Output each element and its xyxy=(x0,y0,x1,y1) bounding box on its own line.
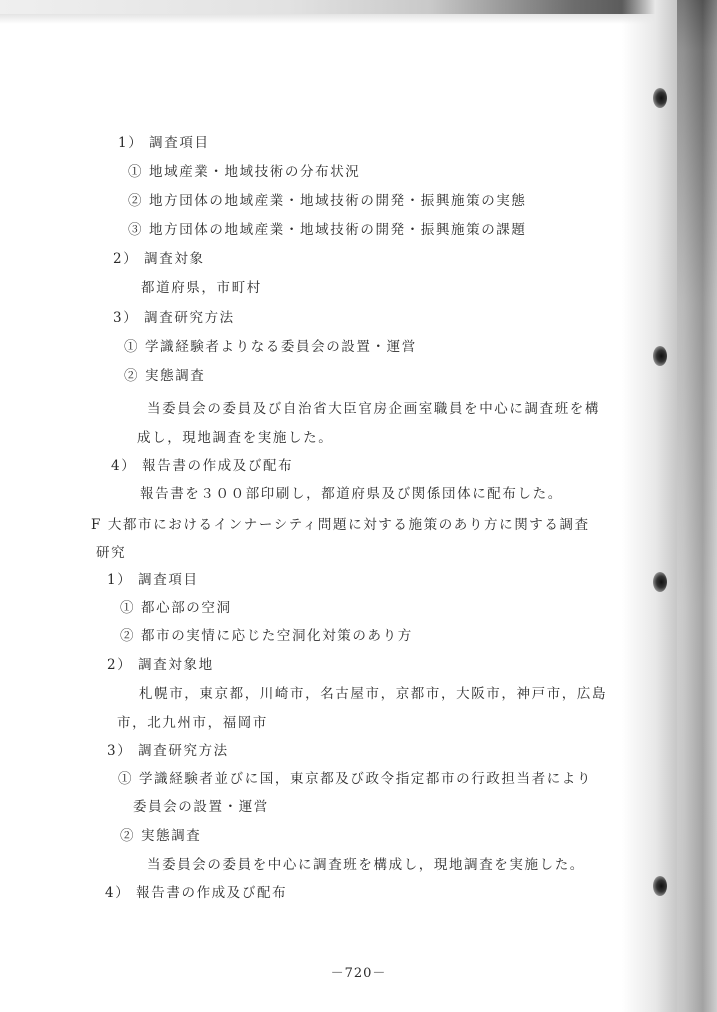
section-heading: 2） 調査対象地 xyxy=(107,657,214,673)
list-item: ② 都市の実情に応じた空洞化対策のあり方 xyxy=(120,628,413,644)
binding-shade xyxy=(677,0,717,1012)
body-text: 当委員会の委員及び自治省大臣官房企画室職員を中心に調査班を構 xyxy=(147,401,600,417)
body-text: 都道府県，市町村 xyxy=(141,280,262,296)
list-item: ① 学識経験者よりなる委員会の設置・運営 xyxy=(124,339,417,355)
section-heading: 4） 報告書の作成及び配布 xyxy=(105,885,288,901)
section-heading: 3） 調査研究方法 xyxy=(113,310,235,326)
body-text: 市，北九州市，福岡市 xyxy=(117,715,268,731)
page-number: －720－ xyxy=(330,966,387,981)
section-heading: 1） 調査項目 xyxy=(118,135,210,151)
binding-hole xyxy=(653,876,667,896)
scan-top-shadow xyxy=(0,14,717,24)
body-text: 札幌市，東京都，川崎市，名古屋市，京都市，大阪市，神戸市，広島 xyxy=(139,686,608,702)
section-heading: 2） 調査対象 xyxy=(113,251,205,267)
chapter-heading: F 大都市におけるインナーシティ問題に対する施策のあり方に関する調査 xyxy=(91,517,590,533)
list-item: ① 学識経験者並びに国，東京都及び政令指定都市の行政担当者により xyxy=(118,771,592,787)
section-heading: 1） 調査項目 xyxy=(107,572,199,588)
body-text: 報告書を３００部印刷し，都道府県及び関係団体に配布した。 xyxy=(140,486,563,502)
body-text: 当委員会の委員を中心に調査班を構成し，現地調査を実施した。 xyxy=(147,857,585,873)
binding-hole xyxy=(653,572,667,592)
list-item: ③ 地方団体の地域産業・地域技術の開発・振興施策の課題 xyxy=(128,222,527,238)
list-item: ② 実態調査 xyxy=(120,828,202,844)
body-text: 成し，現地調査を実施した。 xyxy=(137,430,334,446)
binding-hole xyxy=(653,346,667,366)
binding-hole xyxy=(653,88,667,108)
chapter-heading: 研究 xyxy=(96,545,127,561)
scan-top-edge xyxy=(0,0,717,14)
list-item: 委員会の設置・運営 xyxy=(133,799,269,815)
list-item: ① 都心部の空洞 xyxy=(120,600,232,616)
section-heading: 3） 調査研究方法 xyxy=(107,743,229,759)
list-item: ② 実態調査 xyxy=(124,368,206,384)
list-item: ② 地方団体の地域産業・地域技術の開発・振興施策の実態 xyxy=(128,193,527,209)
list-item: ① 地域産業・地域技術の分布状況 xyxy=(128,164,361,180)
section-heading: 4） 報告書の作成及び配布 xyxy=(111,458,294,474)
